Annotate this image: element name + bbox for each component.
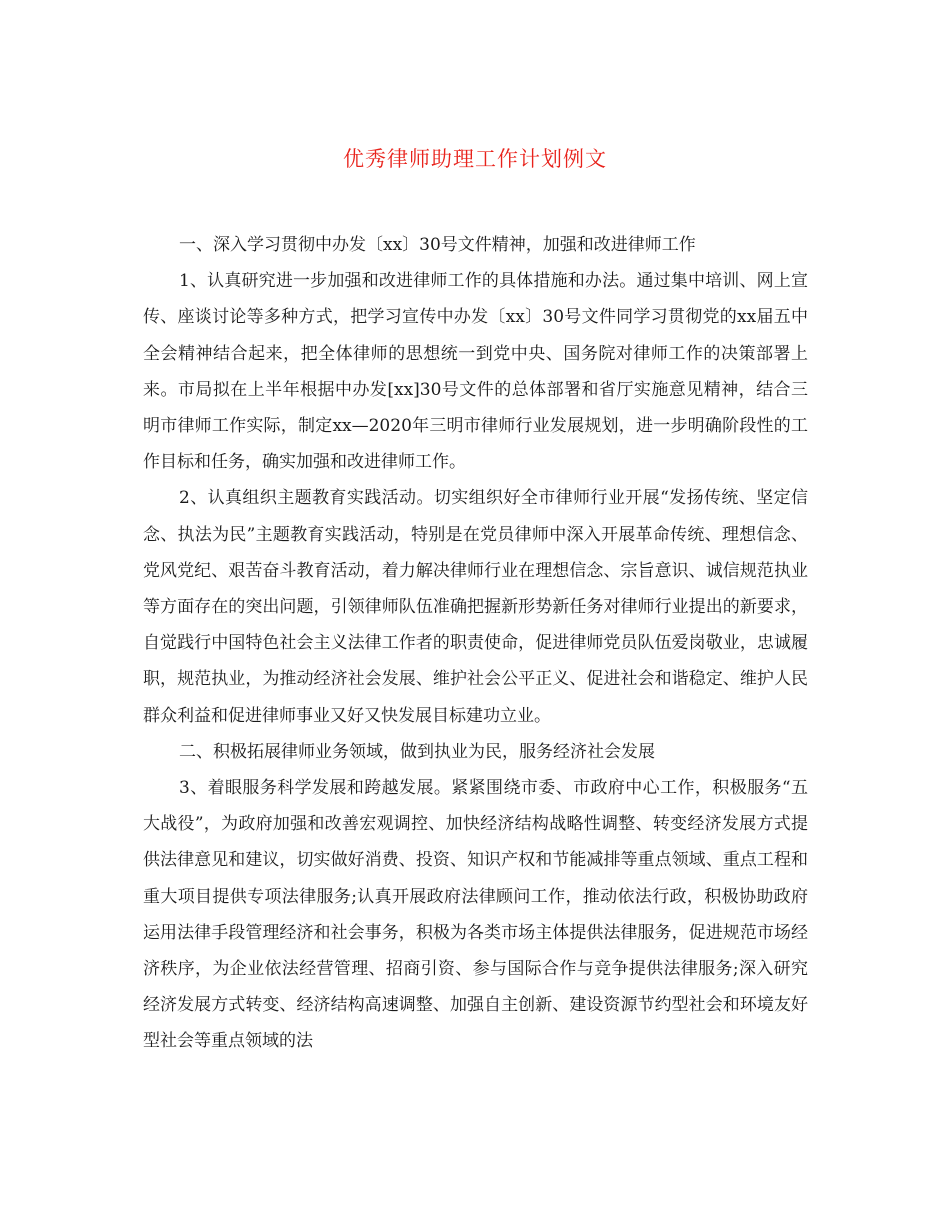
- document-title: 优秀律师助理工作计划例文: [343, 147, 607, 171]
- section-heading-2: 二、积极拓展律师业务领域，做到执业为民，服务经济社会发展: [179, 741, 655, 762]
- paragraph-1: 1、认真研究进一步加强和改进律师工作的具体措施和办法。通过集中培训、网上宣传、座谈讨论等多种方式，把学习宣传中办发〔xx〕30号文件同学习贯彻党的xx届五中全会精神结合起来，把全体律师的思想统一到党中央、国务院对律师工作的决策部署上来。市局拟在上半年根据中办发[xx]30号文件的总体部署和省厅实施意见精神，结合三明市律师工作实际，制定xx—2020年三明市律师行业发展规划，进一步明确阶段性的工作目标和任务，确实加强和改进律师工作。: [143, 271, 808, 473]
- section-heading-1: 一、深入学习贯彻中办发〔xx〕30号文件精神，加强和改进律师工作: [179, 235, 696, 255]
- document-body: [143, 227, 808, 1060]
- paragraph-3: 3、着眼服务科学发展和跨越发展。紧紧围绕市委、市政府中心工作，积极服务“五大战役”，为政府加强和改善宏观调控、加快经济结构战略性调整、转变经济发展方式提供法律意见和建议，切实做好消费、投资、知识产权和节能减排等重点领域、重点工程和重大项目提供专项法律服务;认真开展政府法律顾问工作，推动依法行政，积极协助政府运用法律手段管理经济和社会事务，积极为各类市场主体提供法律服务，促进规范市场经济秩序，为企业依法经营管理、招商引资、参与国际合作与竞争提供法律服务;深入研究经济发展方式转变、经济结构高速调整、加强自主创新、建设资源节约型社会和环境友好型社会等重点领域的法: [143, 778, 808, 1052]
- paragraph-2: 2、认真组织主题教育实践活动。切实组织好全市律师行业开展“发扬传统、坚定信念、执法为民”主题教育实践活动，特别是在党员律师中深入开展革命传统、理想信念、党风党纪、艰苦奋斗教育活动，着力解决律师行业在理想信念、宗旨意识、诚信规范执业等方面存在的突出问题，引领律师队伍准确把握新形势新任务对律师行业提出的新要求，自觉践行中国特色社会主义法律工作者的职责使命，促进律师党员队伍爱岗敬业，忠诚履职，规范执业，为推动经济社会发展、维护社会公平正义、促进社会和谐稳定、维护人民群众利益和促进律师事业又好又快发展目标建功立业。: [143, 488, 808, 726]
